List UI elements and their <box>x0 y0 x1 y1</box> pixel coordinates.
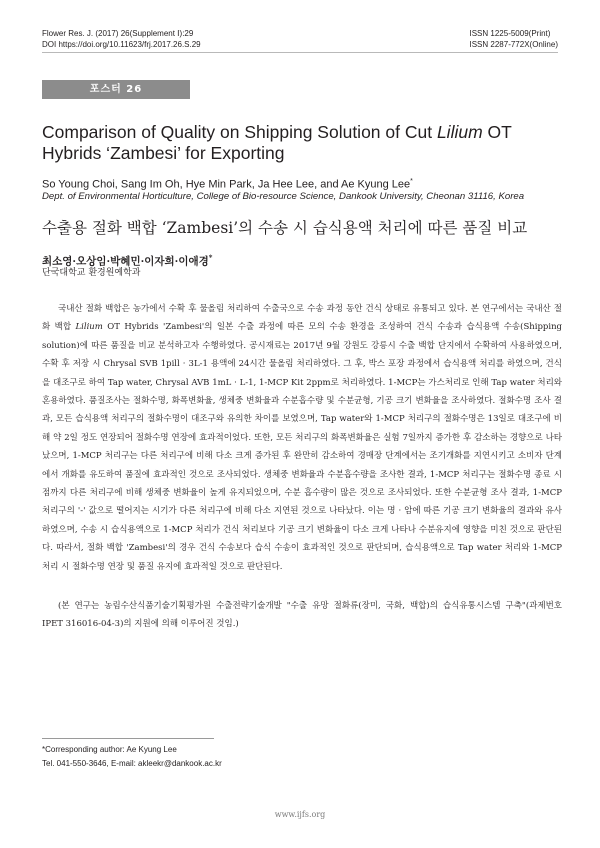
english-affiliation: Dept. of Environmental Horticulture, College of Bio-resource Science, Dankook University, Cheonan 31116, Korea <box>42 191 525 202</box>
header-rule <box>42 52 558 53</box>
english-authors <box>42 175 413 192</box>
korean-corresponding-mark: * <box>208 253 213 262</box>
footnote-rule <box>42 738 214 739</box>
issn-block <box>470 28 559 50</box>
korean-title: 수출용 절화 백합 ‘Zambesi’의 수송 시 습식용액 처리에 따른 품질 비교 <box>42 219 528 237</box>
journal-citation: Flower Res. J. (2017) 26(Supplement Ⅰ):29 <box>42 29 194 38</box>
journal-header <box>42 28 201 50</box>
english-author-names: So Young Choi, Sang Im Oh, Hye Min Park, Ja Hee Lee, and Ae Kyung Lee <box>42 178 411 191</box>
english-title-genus: Lilium <box>436 122 483 142</box>
contact-info[interactable]: Tel. 041-550-3646, E-mail: akleekr@dankook.ac.kr <box>42 759 222 768</box>
abstract-genus: Lilium <box>75 322 103 333</box>
abstract-part2: OT Hybrids 'Zambesi'의 일본 수출 과정에 따른 모의 수송 환경을 조성하여 건식 수송과 습식용액 수송(Shipping solution)에 따른 품질을 비교 분석하고자 수행하였다. 공시재료는 2017년 9월 강원도 강릉시 수출 백합 단지에서 수확하여 사용하였으며, 수확 후 저장 시 Chrysal SVB 1pill · 3L-1 용액에 24시간 물올림 처리하였다. 그 후, 박스 포장 과정에서 습식용액 처리를 하였으며, 건식을 대조구로 하여 Tap water, Chrysal AVB 1mL · L-1, 1-MCP Kit 2ppm로 처리하였다. 1-MCP는 가스처리로 인해 Tap water 처리와 혼용하였다. 품질조사는 절화수명, 화폭변화율, 생체중 변화율과 수분흡수량 및 수분균형, 기공 크기 변화율을 조사하였다. 절화수명 조사 결과, 모든 습식용액 처리구의 절화수명이 대조구와 유의한 차이를 보였으며, Tap water와 1-MCP 처리구의 절화수명은 13일로 대조구에 비해 약 2일 정도 연장되어 절화수명 연장에 효과적이었다. 또한, 모든 처리구의 화폭변화율은 실험 7일까지 증가한 후 감소하는 경향으로 나타났으며, 1-MCP 처리구는 다른 처리구에 비해 다소 크게 증가된 후 완만히 감소하여 경매장 단계에서는 조기개화를 지연시키고 소비자 단계에서 개화를 유도하여 품질에 효과적인 것으로 조사되었다. 생체중 변화율과 수분흡수량을 조사한 결과, 1-MCP 처리구는 절화수명 종료 시점까지 다른 처리구에 비해 생체중 변화율이 높게 유지되었으며, 수분 흡수량이 많은 것으로 조사되었다. 또한 수분균형 조사 결과, 1-MCP 처리구의 '-' 값으로 떨어지는 시기가 다른 처리구에 비해 다소 지연된 것으로 나타났다. 이는 명 · 암에 따른 기공 크기 변화율의 결과와 유사하였으며, 수송 시 습식용액으로 1-MCP 처리가 건식 처리보다 기공 크기 변화율이 다소 크게 나타나 수분유지에 영향을 미친 것으로 판단된다. 따라서, 절화 백합 'Zambesi'의 경우 건식 수송보다 습식 수송이 효과적인 것으로 판단되며, 습식용액으로 Tap water 처리와 1-MCP 처리 시 절화수명 연장 및 품질 유지에 효과적일 것으로 판단된다. <box>42 322 562 572</box>
issn-print: ISSN 1225-5009(Print) <box>469 29 551 38</box>
english-title <box>42 122 562 164</box>
footer-url[interactable]: www.ijfs.org <box>274 810 326 819</box>
abstract-part1: 국내산 절화 백합은 농가에서 수확 후 물올림 처리하여 수출국으로 수송 과정 동안 건식 상태로 유통되고 있다. 본 연구에서는 국내산 절화 백합 <box>42 304 562 333</box>
korean-authors <box>42 251 212 269</box>
corresponding-author: *Corresponding author: Ae Kyung Lee <box>42 745 177 754</box>
abstract-body <box>42 300 562 576</box>
korean-affiliation: 단국대학교 환경원예학과 <box>42 268 141 278</box>
doi-line[interactable]: DOI https://doi.org/10.11623/frj.2017.26.S.29 <box>42 40 201 49</box>
funding-note: (본 연구는 농림수산식품기술기획평가원 수출전략기술개발 "수출 유망 절화류(장미, 국화, 백합)의 습식유통시스템 구축"(과제번호 IPET 316016-04-3)의 지원에 의해 이루어진 것임.) <box>42 601 562 630</box>
english-title-part2: OT Hybrids ‘Zambesi’ for Exporting <box>42 122 512 163</box>
english-title-part1: Comparison of Quality on Shipping Solution of Cut <box>42 122 437 142</box>
korean-author-names: 최소영·오상임·박혜민·이자희·이애경 <box>42 255 209 268</box>
corresponding-mark: * <box>410 178 413 185</box>
issn-online: ISSN 2287-772X(Online) <box>469 40 558 49</box>
poster-number-banner: 포스터 26 <box>42 80 190 99</box>
